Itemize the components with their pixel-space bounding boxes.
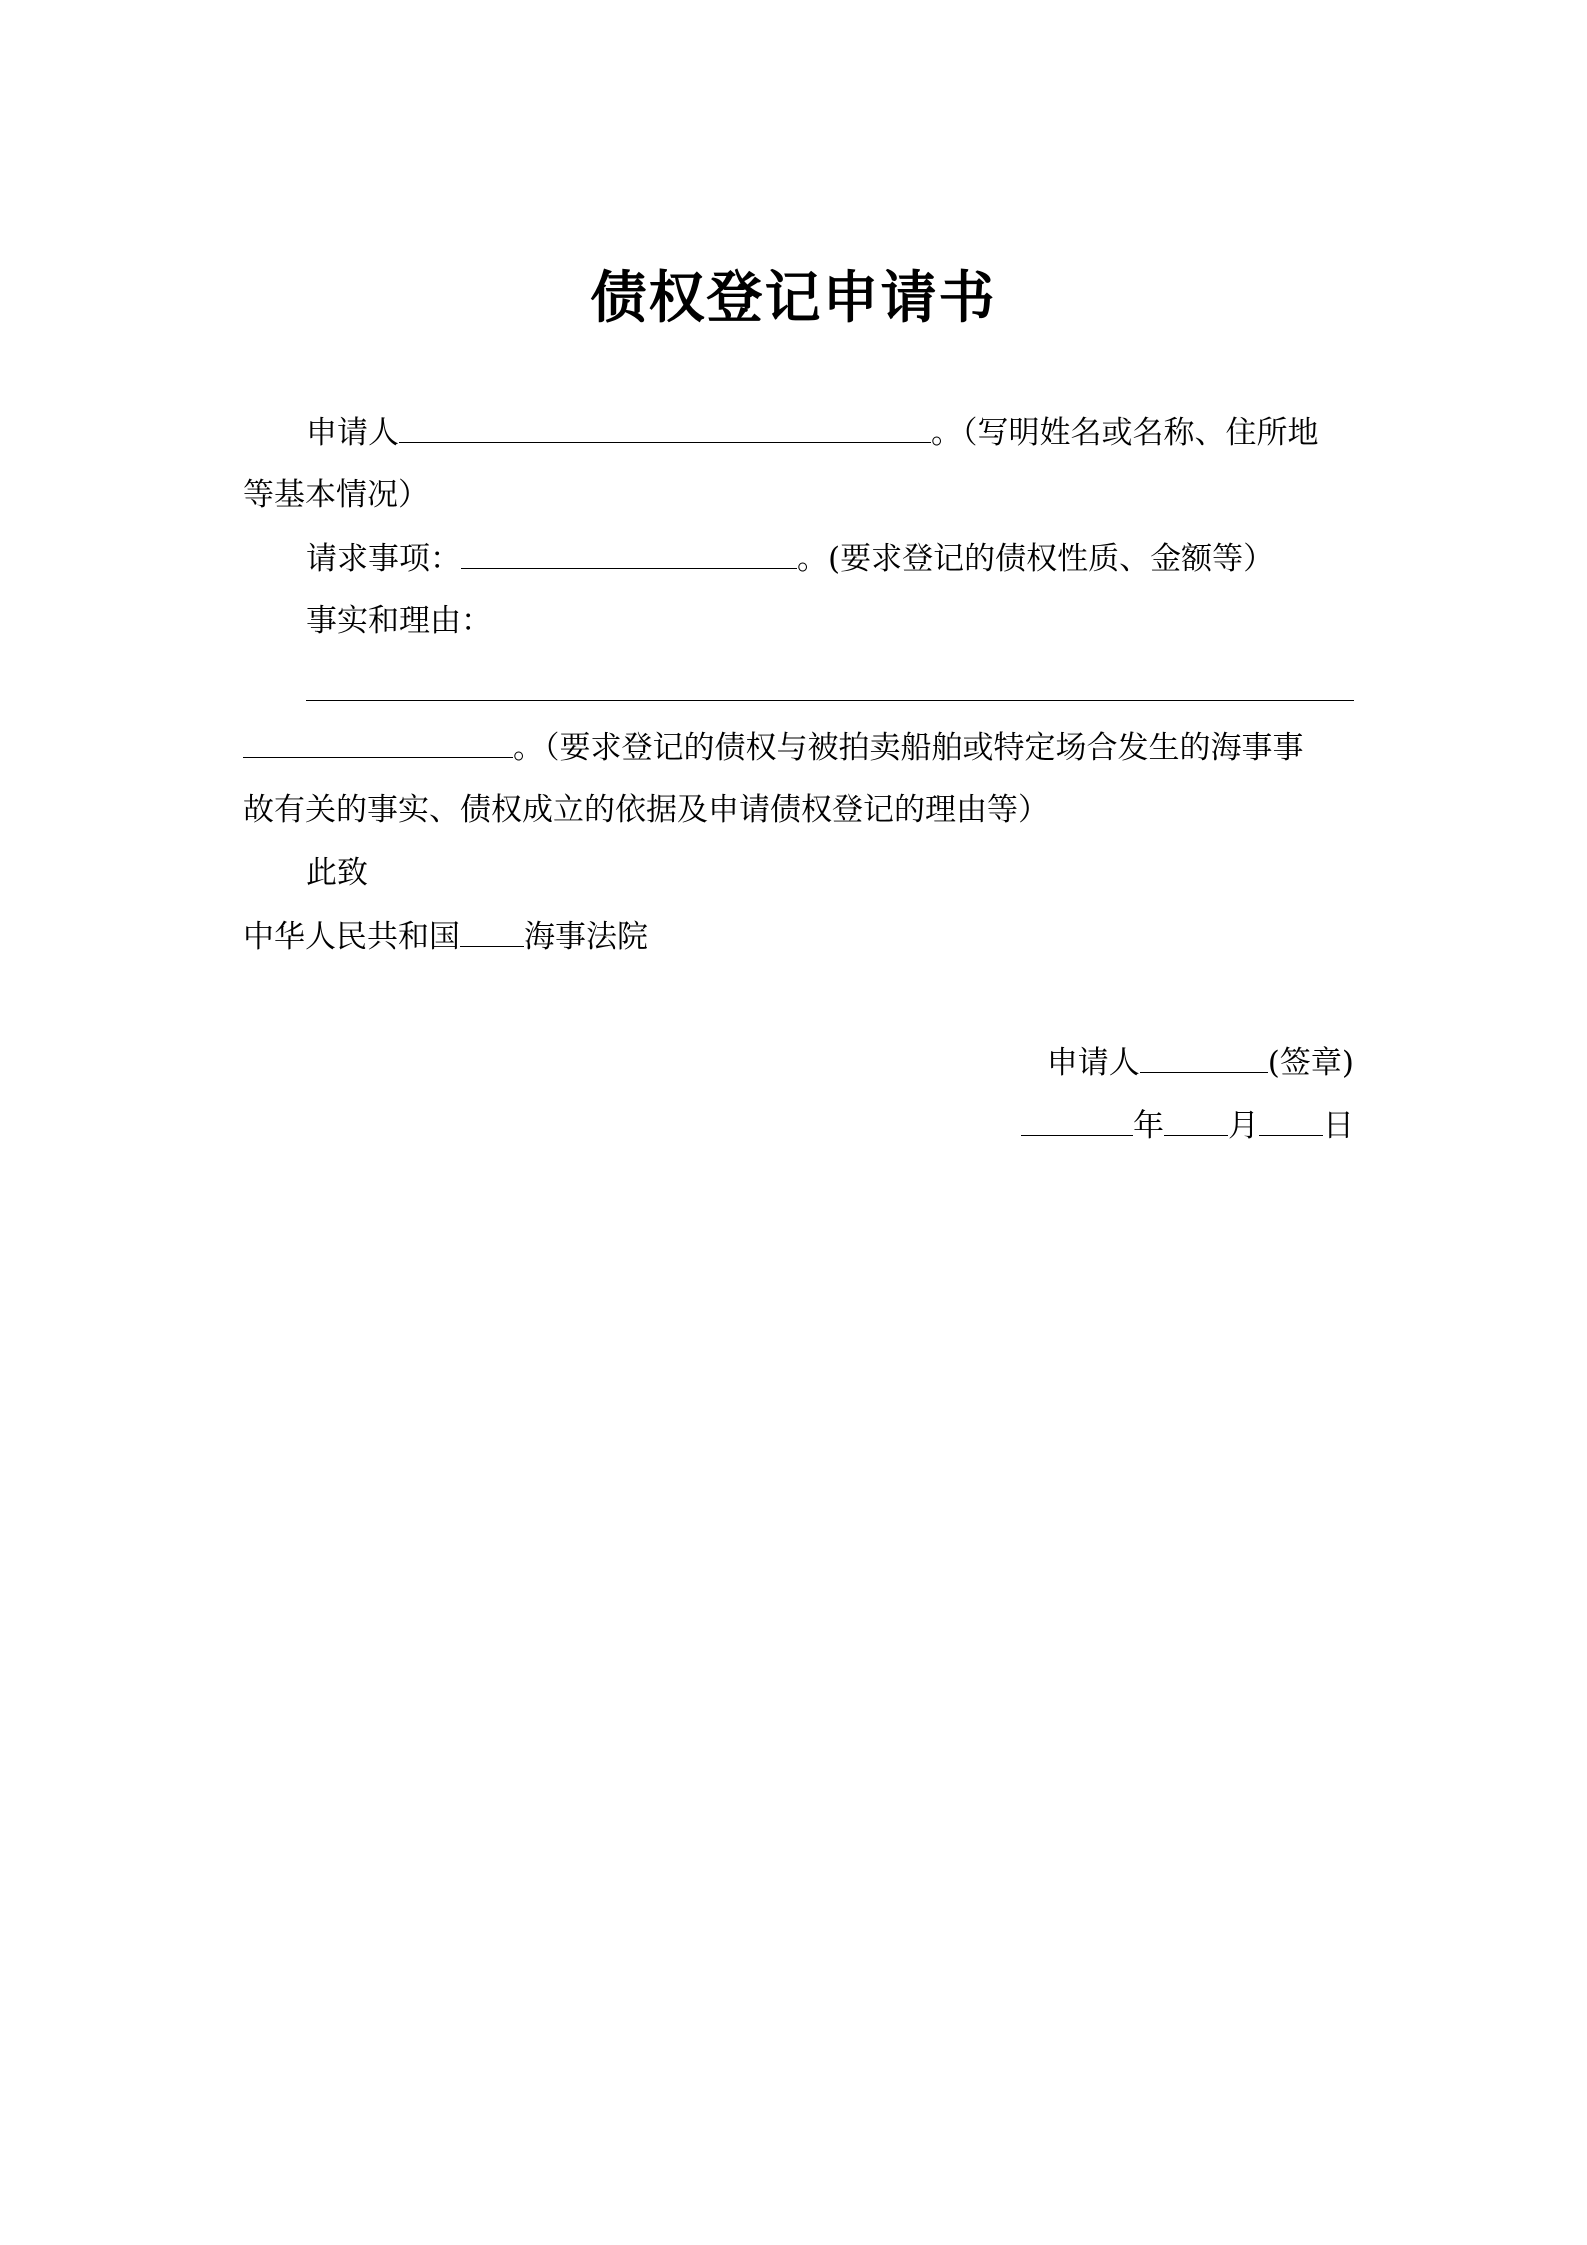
applicant-label: 申请人	[306, 415, 399, 451]
salutation: 此致	[306, 855, 368, 891]
court-line	[243, 916, 648, 957]
signature-label: 申请人	[1046, 1045, 1140, 1081]
facts-note-continued: 故有关的事实、债权成立的依据及申请债权登记的理由等）	[243, 792, 1049, 828]
signature-note: (签章)	[1267, 1045, 1354, 1081]
date-month-blank[interactable]	[1164, 1105, 1228, 1136]
date-year-label: 年	[1133, 1108, 1164, 1144]
date-line	[1021, 1105, 1354, 1146]
claim-blank[interactable]	[461, 538, 797, 569]
signature-line	[1047, 1042, 1354, 1083]
court-blank[interactable]	[460, 916, 524, 947]
facts-label: 事实和理由：	[306, 603, 492, 639]
facts-line	[243, 727, 1304, 768]
applicant-blank[interactable]	[399, 412, 931, 443]
document-title: 债权登记申请书	[590, 265, 997, 331]
applicant-note-continued: 等基本情况）	[243, 477, 429, 513]
court-prefix: 中华人民共和国	[243, 919, 460, 955]
claim-line	[306, 538, 1274, 579]
date-day-label: 日	[1323, 1108, 1354, 1144]
facts-blank-end[interactable]	[243, 727, 513, 758]
applicant-note: 。（写明姓名或名称、住所地	[931, 415, 1319, 451]
claim-note: 。(要求登记的债权性质、金额等）	[797, 541, 1275, 577]
applicant-line	[306, 412, 1319, 453]
date-day-blank[interactable]	[1259, 1105, 1323, 1136]
facts-blank-line[interactable]	[306, 700, 1354, 701]
date-year-blank[interactable]	[1021, 1105, 1133, 1136]
signature-blank[interactable]	[1140, 1042, 1268, 1073]
claim-label: 请求事项：	[306, 541, 461, 577]
date-month-label: 月	[1228, 1108, 1259, 1144]
facts-note: 。（要求登记的债权与被拍卖船舶或特定场合发生的海事事	[513, 730, 1304, 766]
court-suffix: 海事法院	[524, 919, 648, 955]
